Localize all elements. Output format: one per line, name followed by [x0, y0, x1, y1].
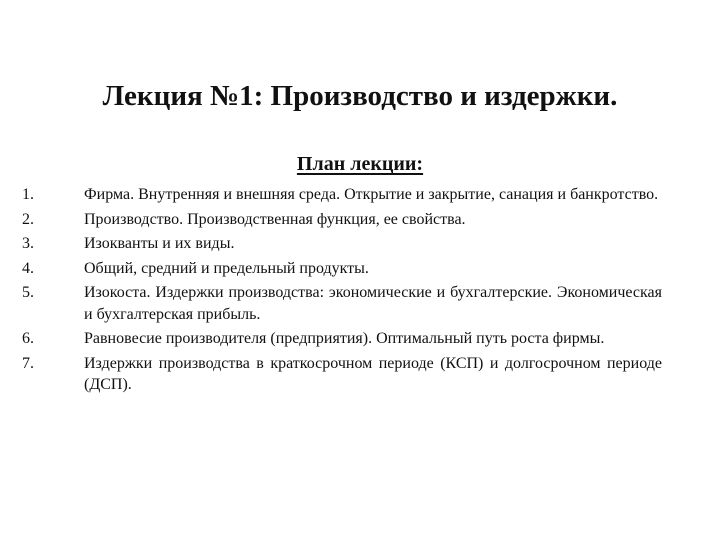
item-number: 7. [22, 354, 34, 372]
list-item [22, 184, 662, 206]
item-number: 5. [22, 284, 34, 301]
list-item [22, 258, 662, 280]
item-number: 2. [22, 210, 34, 228]
item-text: Равновесие производителя (предприятия). Оптимальный путь роста фирмы. [84, 330, 605, 347]
item-number: 4. [22, 259, 34, 277]
item-text: Производство. Производственная функция, ее свойства. [84, 210, 466, 228]
list-item [22, 353, 662, 396]
item-number: 3. [22, 235, 34, 252]
page-title: Лекция №1: Производство и издержки. [102, 80, 618, 112]
item-number: 6. [22, 330, 34, 347]
list-item [22, 209, 662, 231]
list-item [22, 328, 662, 350]
plan-list [22, 184, 662, 399]
plan-heading [0, 151, 720, 177]
list-item [22, 233, 662, 255]
plan-heading-text: План лекции: [296, 153, 424, 175]
item-text: Изокванты и их виды. [84, 235, 235, 252]
item-text: Общий, средний и предельный продукты. [84, 259, 369, 277]
item-text: Фирма. Внутренняя и внешняя среда. Открытие и закрытие, санация и банкротство. [84, 186, 659, 203]
item-number: 1. [22, 186, 34, 203]
item-text: Издержки производства в краткосрочном периоде (КСП) и долгосрочном периоде (ДСП). [84, 354, 662, 393]
list-item [22, 282, 662, 325]
item-text: Изокоста. Издержки производства: экономические и бухгалтерские. Экономическая и бухгалтерская прибыль. [84, 284, 662, 323]
